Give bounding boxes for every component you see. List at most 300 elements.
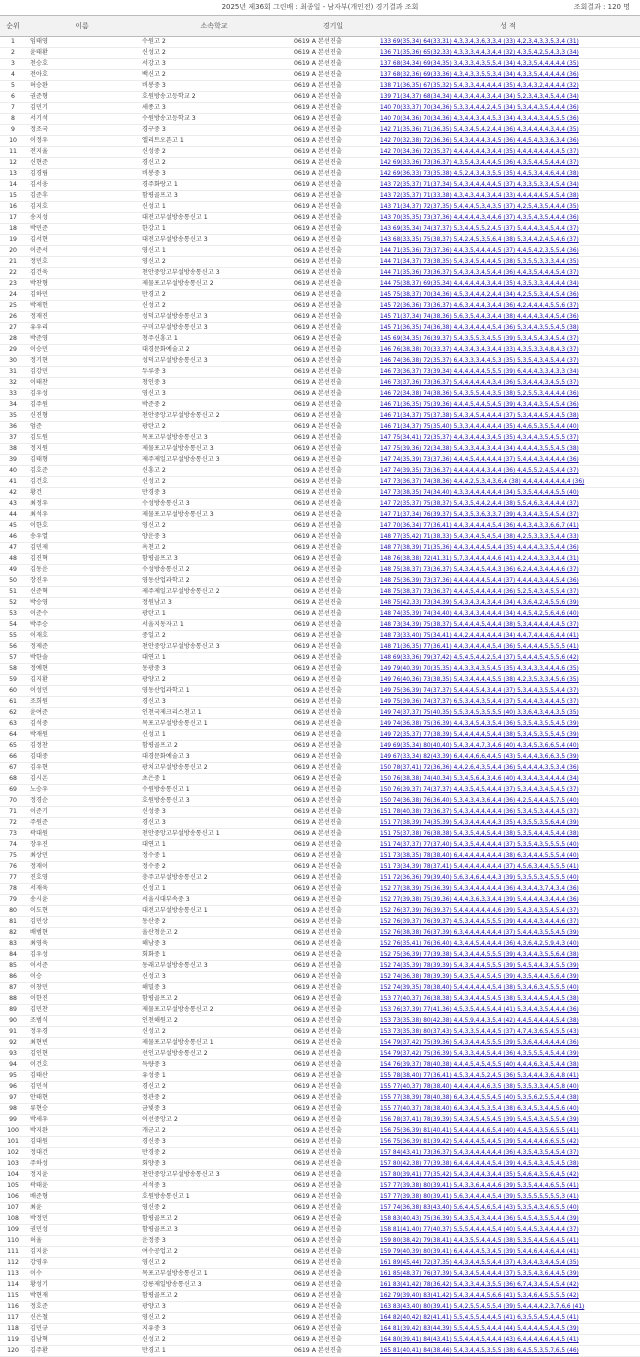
player-name-cell: 김도원	[26, 433, 138, 444]
rank-cell: 69	[0, 785, 26, 796]
score-link[interactable]: 145 71(37,34) 74(38,36) 5,6,3,5,4,4,3,4,4 (38) 4,4,4,4,3,4,4,5,4 (36)	[376, 312, 640, 323]
school-cell: 개군고 2	[138, 1126, 290, 1137]
rank-cell: 116	[0, 1302, 26, 1313]
event-cell: 0619 A 본선진출	[290, 389, 376, 400]
score-link[interactable]: 152 74(35,39) 78(39,39) 5,4,3,4,4,4,5,5,5 (39) 5,4,5,4,4,3,4,5,5 (39)	[376, 961, 640, 972]
score-link[interactable]: 153 76(37,39) 77(41,36) 4,5,3,5,4,4,5,4,4 (41) 5,3,4,4,3,5,4,4,4 (36)	[376, 1005, 640, 1016]
rank-cell: 117	[0, 1313, 26, 1324]
score-link[interactable]: 148 73(33,40) 75(34,41) 4,4,2,4,4,4,4,4,4 (34) 4,4,7,4,4,4,6,4,4 (41)	[376, 631, 640, 642]
school-cell: 비봉중 3	[138, 169, 290, 180]
school-cell: 대전고부설방송통신고 3	[138, 235, 290, 246]
score-link[interactable]: 152 76(38,38) 76(37,39) 6,3,4,4,4,4,4,4,4 (37) 5,4,4,4,3,5,5,4,5 (39)	[376, 928, 640, 939]
rank-cell: 9	[0, 125, 26, 136]
score-link[interactable]: 148 75(38,37) 73(36,37) 4,4,4,5,4,4,4,4,4 (36) 5,2,5,4,3,4,5,5,4 (37)	[376, 587, 640, 598]
table-row	[0, 389, 640, 400]
table-row	[0, 818, 640, 829]
rank-cell: 97	[0, 1093, 26, 1104]
table-row	[0, 158, 640, 169]
rank-cell: 39	[0, 455, 26, 466]
school-cell: 함평골프고 3	[138, 554, 290, 565]
school-cell: 인천해원고 2	[138, 1016, 290, 1027]
player-name-cell: 서재욱	[26, 884, 138, 895]
school-cell: 중일고 2	[138, 631, 290, 642]
rank-cell: 21	[0, 257, 26, 268]
score-link[interactable]: 144 71(35,36) 73(37,36) 4,4,3,5,4,4,4,4,5 (37) 4,4,5,4,2,3,5,5,4 (36)	[376, 246, 640, 257]
event-cell: 0619 A 본선진출	[290, 598, 376, 609]
score-link[interactable]: 148 71(36,35) 77(36,41) 4,4,3,4,4,4,4,5,4 (36) 5,4,4,4,4,5,5,5,5 (41)	[376, 642, 640, 653]
score-link[interactable]: 147 75(34,41) 72(35,37) 4,4,3,4,4,4,3,4,5 (35) 4,3,4,4,3,5,4,5,5 (37)	[376, 433, 640, 444]
score-link[interactable]: 142 71(35,36) 71(36,35) 5,4,3,4,5,4,2,4,4 (36) 4,3,4,4,4,4,3,4,4 (35)	[376, 125, 640, 136]
player-name-cell: 이건호	[26, 1060, 138, 1071]
score-link[interactable]: 153 77(40,37) 76(38,38) 5,4,3,4,4,4,5,4,5 (38) 5,3,4,4,4,5,4,4,5 (38)	[376, 994, 640, 1005]
table-row	[0, 235, 640, 246]
rank-cell: 99	[0, 1115, 26, 1126]
rank-cell: 92	[0, 1038, 26, 1049]
score-link[interactable]: 145 69(34,35) 76(39,37) 5,4,3,5,5,3,4,5,5 (39) 5,3,4,5,4,3,4,5,4 (37)	[376, 334, 640, 345]
score-link[interactable]: 147 74(39,35) 73(36,37) 4,4,4,4,4,4,3,4,4 (36) 4,4,5,5,2,4,5,4,4 (37)	[376, 466, 640, 477]
score-link[interactable]: 148 73(34,39) 75(38,37) 5,4,4,4,4,5,4,4,4 (38) 5,3,4,4,4,4,4,4,5 (37)	[376, 620, 640, 631]
score-link[interactable]: 151 73(34,39) 78(37,41) 5,4,4,4,4,4,4,4,4 (37) 4,5,6,3,4,4,5,5,5 (41)	[376, 862, 640, 873]
score-link[interactable]: 164 80(39,41) 84(43,41) 5,5,4,4,4,5,4,4,4 (43) 6,4,4,4,4,6,4,4,5 (41)	[376, 1335, 640, 1346]
score-link[interactable]: 162 79(39,40) 83(41,42) 5,4,3,4,4,4,5,6,6 (41) 5,3,4,6,4,5,5,5,5 (42)	[376, 1291, 640, 1302]
rank-cell: 118	[0, 1324, 26, 1335]
score-link[interactable]: 143 71(34,37) 72(37,35) 5,4,4,4,5,3,4,3,5 (37) 4,2,5,4,3,5,4,4,4 (35)	[376, 202, 640, 213]
table-row	[0, 763, 640, 774]
school-cell: 동광중 3	[138, 664, 290, 675]
player-name-cell: 김동운	[26, 565, 138, 576]
event-cell: 0619 A 본선진출	[290, 1126, 376, 1137]
player-name-cell: 권준형	[26, 92, 138, 103]
player-name-cell: 김경림	[26, 169, 138, 180]
table-row	[0, 576, 640, 587]
event-cell: 0619 A 본선진출	[290, 543, 376, 554]
school-cell: 호원방송고등학교 2	[138, 92, 290, 103]
player-name-cell: 김민기	[26, 103, 138, 114]
event-cell: 0619 A 본선진출	[290, 202, 376, 213]
table-row	[0, 829, 640, 840]
score-link[interactable]: 149 72(35,37) 77(38,39) 5,4,4,4,4,4,5,4,4 (38) 5,3,4,5,3,5,5,4,5 (39)	[376, 730, 640, 741]
table-row	[0, 180, 640, 191]
event-cell: 0619 A 본선진출	[290, 829, 376, 840]
score-link[interactable]: 149 75(39,36) 74(37,37) 6,5,3,4,4,3,5,4,4 (37) 5,4,4,4,3,4,4,4,5 (37)	[376, 697, 640, 708]
school-cell: 목포고부설방송통신고 1	[138, 719, 290, 730]
score-link[interactable]: 143 72(35,37) 71(33,38) 4,3,4,3,4,4,3,4,4 (33) 4,4,4,4,4,5,4,5,4 (38)	[376, 191, 640, 202]
score-link[interactable]: 154 79(37,42) 75(36,39) 5,4,3,3,4,4,5,4,4 (36) 4,3,5,5,5,4,5,4,4 (39)	[376, 1049, 640, 1060]
player-name-cell: 정호준	[26, 1302, 138, 1313]
school-cell: 함평골프고 3	[138, 191, 290, 202]
score-link[interactable]: 152 77(39,38) 75(39,36) 4,4,4,3,6,3,3,4,4 (39) 5,4,4,4,4,3,4,4,4 (36)	[376, 895, 640, 906]
school-cell: 정수중 1	[138, 851, 290, 862]
school-cell: 서울시대부속중 3	[138, 895, 290, 906]
score-link[interactable]: 143 70(35,35) 73(37,36) 4,4,4,4,4,3,4,4,6 (37) 4,3,5,4,3,5,4,4,4 (36)	[376, 213, 640, 224]
score-link[interactable]: 155 77(40,37) 78(38,40) 6,4,3,4,4,5,3,5,4 (38) 6,3,4,5,3,4,4,5,6 (40)	[376, 1104, 640, 1115]
player-name-cell: 김서현	[26, 235, 138, 246]
score-link[interactable]: 146 71(34,37) 75(37,38) 5,4,3,4,5,4,4,4,4 (37) 5,3,4,4,4,5,4,4,5 (38)	[376, 411, 640, 422]
rank-cell: 29	[0, 345, 26, 356]
event-cell: 0619 A 본선진출	[290, 70, 376, 81]
event-cell: 0619 A 본선진출	[290, 433, 376, 444]
score-link[interactable]: 146 71(36,35) 75(39,36) 4,4,4,5,4,4,5,4,5 (39) 4,3,4,4,3,5,4,5,4 (36)	[376, 400, 640, 411]
table-row	[0, 301, 640, 312]
score-link[interactable]: 151 74(37,37) 77(37,40) 5,4,3,5,4,4,4,4,4 (37) 5,3,5,4,3,5,5,5,5 (40)	[376, 840, 640, 851]
event-cell: 0619 A 본선진출	[290, 906, 376, 917]
event-cell: 0619 A 본선진출	[290, 1269, 376, 1280]
event-cell: 0619 A 본선진출	[290, 862, 376, 873]
player-name-cell: 정우경	[26, 1027, 138, 1038]
table-row	[0, 1269, 640, 1280]
table-row	[0, 785, 640, 796]
event-cell: 0619 A 본선진출	[290, 631, 376, 642]
score-link[interactable]: 140 70(34,36) 70(34,36) 4,3,4,4,3,4,4,5,3 (34) 4,3,4,4,3,4,4,5,5 (36)	[376, 114, 640, 125]
event-cell: 0619 A 본선진출	[290, 48, 376, 59]
player-name-cell: 김준후	[26, 191, 138, 202]
table-row	[0, 851, 640, 862]
school-cell: 영신고 3	[138, 389, 290, 400]
rank-cell: 120	[0, 1346, 26, 1357]
table-row	[0, 125, 640, 136]
school-cell: 영신중 2	[138, 1203, 290, 1214]
player-name-cell: 조범식	[26, 1016, 138, 1027]
score-link[interactable]: 149 75(36,39) 74(37,37) 5,4,4,4,5,4,3,4,4 (37) 5,3,4,4,3,5,5,4,4 (37)	[376, 686, 640, 697]
event-cell: 0619 A 본선진출	[290, 796, 376, 807]
player-name-cell: 이서준	[26, 961, 138, 972]
table-row	[0, 631, 640, 642]
school-cell: 광치고부설방송통신고 2	[138, 763, 290, 774]
score-link[interactable]: 152 76(37,39) 76(39,37) 5,4,4,4,4,4,4,4,6 (39) 5,4,3,4,3,5,4,5,4 (37)	[376, 906, 640, 917]
score-link[interactable]: 149 76(40,36) 73(38,35) 5,4,3,4,4,4,4,5,5 (38) 4,2,3,5,3,3,4,5,6 (35)	[376, 675, 640, 686]
player-name-cell: 노승우	[26, 785, 138, 796]
event-cell: 0619 A 본선진출	[290, 642, 376, 653]
score-link[interactable]: 149 74(36,38) 75(36,39) 4,4,3,4,5,4,3,5,4 (36) 5,3,5,4,3,5,5,4,5 (39)	[376, 719, 640, 730]
player-name-cell: 김민제	[26, 543, 138, 554]
score-link[interactable]: 142 69(33,36) 73(36,37) 4,3,5,4,3,4,4,4,5 (36) 4,3,5,4,4,5,4,4,4 (37)	[376, 158, 640, 169]
table-row	[0, 510, 640, 521]
score-link[interactable]: 157 80(39,41) 77(35,42) 5,4,3,4,4,4,3,4,4 (35) 5,4,6,4,3,5,6,4,5 (42)	[376, 1170, 640, 1181]
event-cell: 0619 A 본선진출	[290, 1192, 376, 1203]
score-link[interactable]: 147 73(38,35) 74(34,40) 4,3,3,4,4,4,4,4,4 (34) 5,3,5,4,4,4,4,5,5 (40)	[376, 488, 640, 499]
score-link[interactable]: 150 76(38,38) 74(40,34) 5,3,4,5,6,4,3,4,6 (40) 4,3,4,4,3,4,4,4,4 (34)	[376, 774, 640, 785]
event-cell: 0619 A 본선진출	[290, 180, 376, 191]
rank-cell: 35	[0, 411, 26, 422]
player-name-cell: 정지원	[26, 444, 138, 455]
player-name-cell: 김지호	[26, 202, 138, 213]
score-link[interactable]: 161 85(48,37) 76(37,39) 5,4,3,4,5,4,4,4,4 (37) 5,3,5,4,3,6,4,4,5 (39)	[376, 1269, 640, 1280]
score-link[interactable]: 157 80(42,38) 77(39,38) 6,4,4,4,4,4,4,5,4 (39) 4,4,5,4,3,4,5,4,5 (38)	[376, 1159, 640, 1170]
score-link[interactable]: 159 80(38,42) 79(38,41) 4,4,3,5,5,4,4,4,5 (38) 5,3,5,4,4,5,6,4,5 (41)	[376, 1236, 640, 1247]
score-link[interactable]: 154 76(39,37) 78(40,38) 4,4,4,5,4,5,4,5,5 (40) 4,4,4,6,3,4,5,4,4 (38)	[376, 1060, 640, 1071]
page-header	[0, 0, 640, 15]
player-name-cell: 전지율	[26, 147, 138, 158]
score-link[interactable]: 148 75(36,39) 73(37,36) 4,4,4,4,4,4,5,4,4 (37) 4,4,4,4,3,4,4,5,4 (36)	[376, 576, 640, 587]
score-link[interactable]: 152 77(38,39) 75(36,39) 5,4,3,4,4,4,4,4,4 (36) 4,3,4,4,3,7,4,3,4 (36)	[376, 884, 640, 895]
table-row	[0, 565, 640, 576]
score-link[interactable]: 152 74(39,35) 78(38,40) 5,4,4,4,4,4,4,5,4 (38) 5,3,4,6,3,4,5,5,5 (40)	[376, 983, 640, 994]
score-link[interactable]: 159 79(40,39) 80(39,41) 6,4,4,4,4,5,3,4,5 (39) 5,4,4,6,4,4,6,4,4 (41)	[376, 1247, 640, 1258]
player-name-cell: 김주환	[26, 1346, 138, 1357]
event-cell: 0619 A 본선진출	[290, 323, 376, 334]
school-cell: 경주화랑고 1	[138, 180, 290, 191]
score-link[interactable]: 147 72(35,37) 75(38,37) 5,4,3,5,4,4,2,4,4 (38) 5,5,4,6,3,4,4,4,4 (37)	[376, 499, 640, 510]
score-link[interactable]: 143 72(35,37) 71(37,34) 5,4,3,4,4,4,4,4,5 (37) 4,3,3,5,3,3,4,5,4 (34)	[376, 180, 640, 191]
score-link[interactable]: 152 75(36,39) 77(39,38) 5,4,3,4,4,4,5,5,5 (39) 4,3,4,4,3,5,5,6,4 (38)	[376, 950, 640, 961]
player-name-cell: 정재진	[26, 312, 138, 323]
player-name-cell: 김우성	[26, 950, 138, 961]
table-header-row	[0, 16, 640, 37]
score-link[interactable]: 147 70(36,34) 77(36,41) 4,4,3,4,4,4,4,5,4 (36) 4,4,3,4,3,3,6,6,7 (41)	[376, 521, 640, 532]
event-cell: 0619 A 본선진출	[290, 81, 376, 92]
table-row	[0, 840, 640, 851]
score-link[interactable]: 164 81(39,42) 83(44,39) 5,5,4,4,5,5,4,4,4 (44) 5,4,4,4,4,5,4,4,5 (39)	[376, 1324, 640, 1335]
score-link[interactable]: 161 83(41,42) 78(36,42) 5,4,3,3,4,4,3,5,5 (36) 6,7,4,3,4,5,4,5,4 (42)	[376, 1280, 640, 1291]
score-link[interactable]: 143 69(35,34) 74(37,37) 5,3,4,4,5,5,2,4,5 (37) 5,4,4,4,3,4,5,4,4 (37)	[376, 224, 640, 235]
school-cell: 백신고 2	[138, 70, 290, 81]
player-name-cell: 김민찬	[26, 1005, 138, 1016]
rank-cell: 61	[0, 697, 26, 708]
event-cell: 0619 A 본선진출	[290, 378, 376, 389]
event-cell: 0619 A 본선진출	[290, 158, 376, 169]
score-link[interactable]: 156 78(37,41) 78(39,39) 5,4,3,4,5,4,5,4,5 (39) 5,4,5,4,3,4,5,5,4 (39)	[376, 1115, 640, 1126]
table-row	[0, 378, 640, 389]
player-name-cell: 정민호	[26, 257, 138, 268]
event-cell: 0619 A 본선진출	[290, 730, 376, 741]
rank-cell: 76	[0, 862, 26, 873]
table-row	[0, 983, 640, 994]
score-link[interactable]: 148 74(35,39) 74(34,40) 4,4,3,4,3,4,4,4,4 (34) 4,4,5,4,2,5,6,4,6 (40)	[376, 609, 640, 620]
player-name-cell: 정예현	[26, 664, 138, 675]
player-name-cell: 박민준	[26, 224, 138, 235]
player-name-cell: 김태산	[26, 1071, 138, 1082]
score-link[interactable]: 144 71(34,37) 73(38,35) 5,4,3,4,5,4,4,4,5 (38) 5,3,5,5,3,3,3,4,4 (35)	[376, 257, 640, 268]
score-link[interactable]: 151 72(36,36) 79(39,40) 5,6,3,4,6,4,4,4,3 (39) 5,3,5,5,3,4,5,5,5 (40)	[376, 873, 640, 884]
school-cell: 경신고 3	[138, 818, 290, 829]
school-cell: 청주신흥고 1	[138, 334, 290, 345]
table-row	[0, 268, 640, 279]
rank-cell: 40	[0, 466, 26, 477]
school-cell: 경신중 3	[138, 1137, 290, 1148]
score-link[interactable]: 144 71(35,36) 73(36,37) 5,4,3,4,3,4,5,4,4 (36) 4,4,3,5,4,4,4,5,4 (37)	[376, 268, 640, 279]
score-link[interactable]: 157 77(39,38) 80(39,41) 5,6,3,4,4,4,4,5,4 (39) 5,3,5,5,5,5,5,5,3 (41)	[376, 1192, 640, 1203]
rank-cell: 4	[0, 70, 26, 81]
rank-cell: 89	[0, 1005, 26, 1016]
score-link[interactable]: 147 75(39,36) 72(34,38) 5,4,3,3,4,4,3,4,4 (34) 4,4,4,4,3,5,5,4,5 (38)	[376, 444, 640, 455]
table-row	[0, 752, 640, 763]
score-link[interactable]: 155 77(40,37) 78(38,40) 4,4,4,4,4,4,6,3,5 (38) 5,3,5,3,3,4,4,5,8 (40)	[376, 1082, 640, 1093]
event-cell: 0619 A 본선진출	[290, 961, 376, 972]
score-link[interactable]: 145 75(38,37) 70(34,36) 4,5,3,4,4,4,2,4,4 (34) 4,2,5,5,3,4,4,5,4 (36)	[376, 290, 640, 301]
score-link[interactable]: 150 74(36,38) 76(36,40) 5,3,4,3,4,3,6,4,4 (36) 4,2,5,4,4,4,5,7,5 (40)	[376, 796, 640, 807]
school-cell: 인천국제크리스천고 1	[138, 708, 290, 719]
score-link[interactable]: 148 75(42,33) 73(34,39) 5,4,3,4,3,4,3,4,4 (34) 4,3,6,4,2,4,5,5,6 (39)	[376, 598, 640, 609]
player-name-cell: 황성기	[26, 1280, 138, 1291]
school-cell: 수원방송통신고 1	[138, 785, 290, 796]
rank-cell: 51	[0, 587, 26, 598]
score-link[interactable]: 146 73(36,37) 73(39,34) 4,4,4,4,4,4,5,5,5 (39) 6,4,4,4,3,3,4,3,3 (34)	[376, 367, 640, 378]
event-cell: 0619 A 본선진출	[290, 774, 376, 785]
score-link[interactable]: 153 73(35,38) 80(42,38) 4,4,5,9,4,4,3,5,4 (42) 4,4,5,4,4,4,4,5,4 (38)	[376, 1016, 640, 1027]
score-link[interactable]: 165 81(40,41) 84(38,46) 5,4,3,4,4,5,3,5,5 (38) 6,4,5,5,3,5,7,6,5 (46)	[376, 1346, 640, 1357]
rank-cell: 34	[0, 400, 26, 411]
rank-cell: 45	[0, 521, 26, 532]
event-cell: 0619 A 본선진출	[290, 235, 376, 246]
score-link[interactable]: 158 83(40,43) 75(36,39) 5,4,3,5,4,3,4,4,4 (36) 5,4,5,4,3,5,5,4,4 (39)	[376, 1214, 640, 1225]
score-link[interactable]: 163 83(43,40) 80(39,41) 5,4,2,5,5,4,5,5,4 (39) 5,4,4,4,4,2,3,7,6,6 (41)	[376, 1302, 640, 1313]
player-name-cell: 김석중	[26, 719, 138, 730]
score-link[interactable]: 144 75(38,37) 69(35,34) 4,4,4,4,4,4,3,4,4 (35) 4,3,5,3,3,4,4,4,4 (34)	[376, 279, 640, 290]
player-name-cell: 박지완	[26, 1126, 138, 1137]
event-cell: 0619 A 본선진출	[290, 268, 376, 279]
player-name-cell: 김남혁	[26, 1335, 138, 1346]
score-link[interactable]: 146 76(38,38) 70(33,37) 4,4,3,4,3,4,3,4,4 (33) 4,3,5,3,3,4,8,4,3 (37)	[376, 345, 640, 356]
score-link[interactable]: 161 89(45,44) 72(37,35) 4,4,3,4,4,5,5,4,4 (37) 4,3,4,4,3,4,4,5,4 (35)	[376, 1258, 640, 1269]
score-link[interactable]: 145 71(36,35) 74(36,38) 4,4,3,4,4,4,4,5,4 (36) 5,3,4,4,3,5,5,4,5 (38)	[376, 323, 640, 334]
rank-cell: 96	[0, 1082, 26, 1093]
score-link[interactable]: 156 75(36,39) 81(39,42) 5,4,4,4,4,5,4,4,5 (39) 5,4,4,4,4,6,6,5,5 (42)	[376, 1137, 640, 1148]
score-link[interactable]: 153 73(35,38) 80(37,43) 5,4,3,3,5,4,4,4,5 (37) 4,7,4,3,6,5,4,5,5 (43)	[376, 1027, 640, 1038]
rank-cell: 47	[0, 543, 26, 554]
school-cell: 함평골프고 2	[138, 1214, 290, 1225]
player-name-cell: 김태형	[26, 455, 138, 466]
table-row	[0, 796, 640, 807]
event-cell: 0619 A 본선진출	[290, 851, 376, 862]
score-link[interactable]: 147 71(37,34) 76(39,37) 5,4,3,5,3,6,3,3,7 (39) 4,3,4,4,3,5,4,5,4 (37)	[376, 510, 640, 521]
column-header-score: 성 적	[376, 16, 640, 37]
rank-cell: 77	[0, 873, 26, 884]
score-link[interactable]: 142 70(32,38) 72(36,36) 5,4,3,4,4,4,3,4,5 (36) 4,4,5,4,3,3,6,3,4 (36)	[376, 136, 640, 147]
rank-cell: 84	[0, 950, 26, 961]
score-link[interactable]: 150 76(39,37) 74(37,37) 4,4,3,5,4,5,4,4,4 (37) 5,3,4,4,3,4,5,4,5 (37)	[376, 785, 640, 796]
event-cell: 0619 A 본선진출	[290, 1005, 376, 1016]
event-cell: 0619 A 본선진출	[290, 499, 376, 510]
score-link[interactable]: 151 78(40,38) 73(36,37) 5,4,3,4,4,4,4,4,4 (36) 5,3,4,5,3,4,4,4,5 (37)	[376, 807, 640, 818]
score-link[interactable]: 155 78(38,40) 77(36,41) 4,5,3,4,4,5,2,4,5 (36) 5,3,4,4,4,3,6,4,8 (41)	[376, 1071, 640, 1082]
player-name-cell: 배범현	[26, 928, 138, 939]
school-cell: 지유중 3	[138, 1324, 290, 1335]
score-link[interactable]: 146 72(34,38) 74(38,36) 5,4,3,5,5,4,4,3,5 (38) 5,2,5,5,3,4,4,4,4 (36)	[376, 389, 640, 400]
table-row	[0, 81, 640, 92]
score-link[interactable]: 145 72(36,36) 73(36,37) 4,6,3,4,4,4,3,4,4 (36) 4,2,4,4,4,4,5,5,6 (37)	[376, 301, 640, 312]
score-link[interactable]: 146 73(37,36) 73(36,37) 5,4,4,4,4,4,4,3,4 (36) 5,3,4,4,4,3,4,5,5 (37)	[376, 378, 640, 389]
player-name-cell: 정지윤	[26, 1170, 138, 1181]
score-link[interactable]: 155 77(38,39) 78(40,38) 6,4,3,4,4,5,5,4,5 (40) 5,3,5,6,2,5,5,4,4 (38)	[376, 1093, 640, 1104]
score-link[interactable]: 142 69(36,33) 73(35,38) 4,5,2,4,3,4,3,5,5 (35) 4,4,5,3,4,4,6,4,4 (38)	[376, 169, 640, 180]
score-link[interactable]: 151 73(38,35) 78(38,40) 6,4,4,4,4,4,4,4,4 (38) 6,3,4,4,4,5,5,5,4 (40)	[376, 851, 640, 862]
player-name-cell: 이성민	[26, 686, 138, 697]
player-name-cell: 임태영	[26, 37, 138, 48]
player-name-cell: 이창민	[26, 983, 138, 994]
event-cell: 0619 A 본선진출	[290, 972, 376, 983]
table-row	[0, 532, 640, 543]
score-link[interactable]: 139 71(34,37) 68(34,34) 4,4,3,4,4,4,3,4,4 (34) 5,2,3,4,3,4,5,4,4 (34)	[376, 92, 640, 103]
event-cell: 0619 A 본선진출	[290, 466, 376, 477]
score-link[interactable]: 152 74(36,38) 78(39,39) 5,4,3,5,4,4,5,4,5 (39) 4,3,5,4,4,4,5,6,4 (39)	[376, 972, 640, 983]
rank-cell: 38	[0, 444, 26, 455]
table-row	[0, 686, 640, 697]
score-link[interactable]: 158 81(41,40) 77(40,37) 5,5,5,4,4,4,4,5,4 (40) 5,4,4,5,3,4,4,4,4 (37)	[376, 1225, 640, 1236]
player-name-cell: 김인현	[26, 1049, 138, 1060]
score-link[interactable]: 143 68(33,35) 75(38,37) 5,4,2,4,5,3,5,6,4 (38) 5,3,4,4,2,4,5,4,6 (37)	[376, 235, 640, 246]
score-link[interactable]: 148 77(35,42) 71(38,33) 5,4,3,4,4,5,4,5,4 (38) 4,2,5,3,3,3,5,4,4 (33)	[376, 532, 640, 543]
rank-cell: 26	[0, 312, 26, 323]
player-name-cell: 이한호	[26, 521, 138, 532]
score-link[interactable]: 149 67(33,34) 82(43,39) 6,4,4,4,6,6,4,4,5 (43) 5,4,4,4,3,6,6,3,5 (39)	[376, 752, 640, 763]
score-link[interactable]: 138 71(36,35) 67(35,32) 5,4,3,3,4,4,4,4,4 (35) 4,3,4,3,2,4,4,4,4 (32)	[376, 81, 640, 92]
page-title: 2025년 제36회 그린배 : 최종일 - 남자부(개인전) 경기결과 조회	[221, 3, 419, 11]
event-cell: 0619 A 본선진출	[290, 785, 376, 796]
event-cell: 0619 A 본선진출	[290, 1148, 376, 1159]
rank-cell: 31	[0, 367, 26, 378]
school-cell: 대전고부설방송통신고 1	[138, 906, 290, 917]
school-cell: 수원고 2	[138, 37, 290, 48]
school-cell: 울산청운고 2	[138, 928, 290, 939]
score-link[interactable]: 146 71(34,37) 75(35,40) 5,3,3,4,4,4,4,4,4 (35) 4,4,6,5,3,5,5,4,4 (40)	[376, 422, 640, 433]
score-link[interactable]: 152 76(35,41) 76(36,40) 4,3,4,4,5,4,4,4,4 (36) 4,3,6,4,2,5,9,4,3 (40)	[376, 939, 640, 950]
school-cell: 신성고 2	[138, 1335, 290, 1346]
score-link[interactable]: 157 77(39,38) 80(39,41) 5,4,3,3,6,4,4,4,6 (39) 5,3,5,4,4,4,6,5,5 (41)	[376, 1181, 640, 1192]
table-row	[0, 103, 640, 114]
player-name-cell: 정기현	[26, 356, 138, 367]
score-link[interactable]: 152 76(39,37) 76(39,37) 4,5,3,4,4,4,5,5,5 (39) 4,4,4,4,3,4,4,4,6 (37)	[376, 917, 640, 928]
table-row	[0, 147, 640, 158]
score-link[interactable]: 149 69(35,34) 80(40,40) 5,4,3,4,4,7,3,4,6 (40) 4,3,4,5,3,6,6,5,4 (40)	[376, 741, 640, 752]
event-cell: 0619 A 본선진출	[290, 741, 376, 752]
event-cell: 0619 A 본선진출	[290, 147, 376, 158]
score-link[interactable]: 151 77(38,39) 74(35,39) 5,4,3,4,4,4,4,4,3 (35) 4,3,5,5,3,5,6,4,4 (39)	[376, 818, 640, 829]
score-link[interactable]: 146 74(36,38) 72(35,37) 6,4,3,3,3,4,4,5,3 (35) 5,3,5,4,3,4,5,4,4 (37)	[376, 356, 640, 367]
rank-cell: 36	[0, 422, 26, 433]
event-cell: 0619 A 본선진출	[290, 1060, 376, 1071]
rank-cell: 63	[0, 719, 26, 730]
score-link[interactable]: 148 77(38,39) 71(35,36) 4,4,3,4,4,4,5,4,4 (35) 4,4,4,4,3,3,5,4,4 (36)	[376, 543, 640, 554]
score-link[interactable]: 157 84(43,41) 73(36,37) 5,4,3,4,4,4,4,4,4 (36) 4,3,5,4,3,5,4,5,4 (37)	[376, 1148, 640, 1159]
score-link[interactable]: 133 69(35,34) 64(33,31) 4,3,3,4,3,6,3,3,4 (33) 4,2,3,4,3,3,5,3,4 (31)	[376, 37, 640, 48]
player-name-cell: 허승완	[26, 81, 138, 92]
score-link[interactable]: 136 71(35,36) 65(32,33) 4,3,3,3,4,4,3,4,4 (32) 4,3,5,4,2,5,4,3,3 (34)	[376, 48, 640, 59]
rank-cell: 58	[0, 664, 26, 675]
school-cell: 서울지동자고 1	[138, 620, 290, 631]
score-link[interactable]: 147 73(36,37) 74(38,36) 4,4,4,2,5,3,4,3,6,4 (38) 4,4,4,4,4,4,4,4,4 (36)	[376, 477, 640, 488]
score-link[interactable]: 148 69(33,36) 79(37,42) 4,5,4,5,4,4,2,5,4 (37) 5,4,4,4,5,4,5,5,6 (42)	[376, 653, 640, 664]
player-name-cell: 김시온	[26, 774, 138, 785]
score-link[interactable]: 156 75(36,39) 81(40,41) 5,4,4,4,4,4,6,5,4 (40) 4,4,5,4,3,5,6,5,5 (41)	[376, 1126, 640, 1137]
score-link[interactable]: 137 68(32,36) 69(33,36) 4,3,4,3,3,5,5,3,4 (34) 4,3,3,5,4,4,4,4,4 (36)	[376, 70, 640, 81]
rank-cell: 53	[0, 609, 26, 620]
event-cell: 0619 A 본선진출	[290, 686, 376, 697]
player-name-cell: 신진형	[26, 411, 138, 422]
player-name-cell: 곽대원	[26, 829, 138, 840]
score-link[interactable]: 164 82(40,42) 82(41,41) 5,5,4,5,5,4,4,4,5 (41) 6,3,5,5,4,5,4,4,5 (41)	[376, 1313, 640, 1324]
score-link[interactable]: 147 74(35,39) 73(37,36) 4,4,4,5,4,4,4,4,4 (37) 5,4,4,4,3,4,4,4,4 (36)	[376, 455, 640, 466]
rank-cell: 42	[0, 488, 26, 499]
score-link[interactable]: 154 79(37,42) 75(39,36) 5,4,3,4,4,4,5,5,5 (39) 5,3,6,4,4,4,4,4,4 (36)	[376, 1038, 640, 1049]
score-link[interactable]: 148 75(38,37) 73(36,37) 5,4,3,4,4,5,4,4,3 (36) 6,2,4,4,3,4,4,4,6 (37)	[376, 565, 640, 576]
score-link[interactable]: 140 70(33,37) 70(34,36) 5,3,3,4,4,4,2,4,5 (34) 5,3,4,4,3,5,4,4,4 (36)	[376, 103, 640, 114]
school-cell: 함평골프고 2	[138, 741, 290, 752]
score-link[interactable]: 149 74(37,37) 75(40,35) 5,5,3,4,5,3,5,5,5 (40) 3,3,6,4,3,4,4,3,5 (35)	[376, 708, 640, 719]
score-link[interactable]: 149 79(40,39) 70(35,35) 4,4,3,3,4,3,5,4,5 (35) 4,3,4,3,3,4,4,4,6 (35)	[376, 664, 640, 675]
score-link[interactable]: 137 68(34,34) 69(34,35) 3,4,3,3,4,3,5,5,4 (34) 4,3,3,5,4,4,4,4,4 (35)	[376, 59, 640, 70]
score-link[interactable]: 157 74(36,38) 83(43,40) 5,6,4,4,5,4,6,5,4 (43) 5,3,5,4,3,4,6,5,5 (40)	[376, 1203, 640, 1214]
score-link[interactable]: 142 70(34,36) 72(35,37) 4,4,4,4,4,4,3,4,4 (35) 4,4,4,4,4,4,4,4,5 (37)	[376, 147, 640, 158]
table-row	[0, 642, 640, 653]
score-link[interactable]: 150 78(37,41) 72(36,36) 4,4,2,6,4,3,5,4,4 (36) 5,4,4,4,4,3,5,3,4 (36)	[376, 763, 640, 774]
event-cell: 0619 A 본선진출	[290, 554, 376, 565]
score-link[interactable]: 148 76(38,38) 72(41,31) 5,7,3,4,4,4,4,4,6 (41) 4,2,4,4,3,3,3,4,4 (31)	[376, 554, 640, 565]
event-cell: 0619 A 본선진출	[290, 719, 376, 730]
score-link[interactable]: 151 75(37,38) 76(38,38) 5,4,3,5,4,4,5,4,4 (38) 5,3,5,4,4,4,5,4,4 (38)	[376, 829, 640, 840]
school-cell: 회화중 1	[138, 950, 290, 961]
table-row	[0, 488, 640, 499]
table-row	[0, 114, 640, 125]
